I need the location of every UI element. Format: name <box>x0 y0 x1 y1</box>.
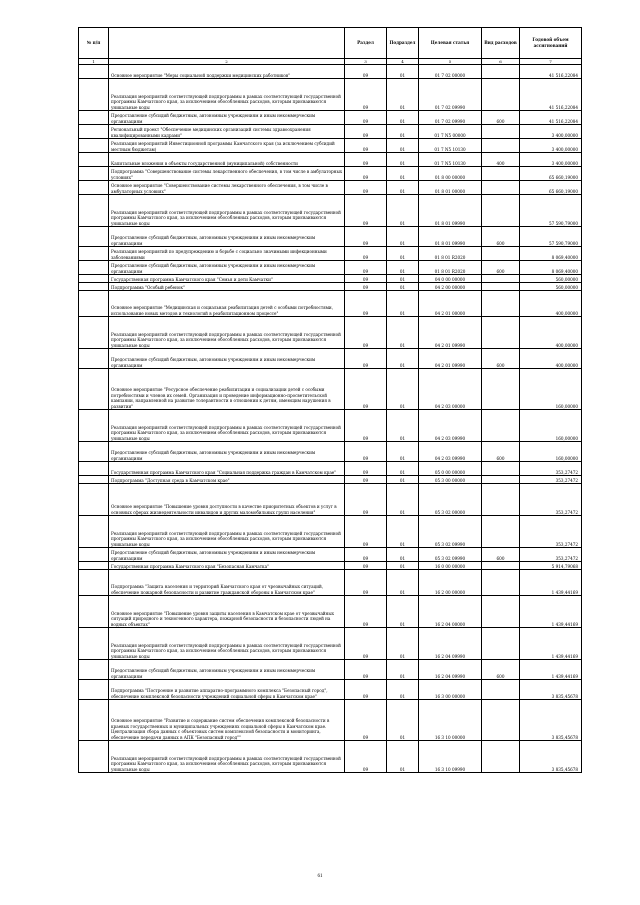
cell-target: 05 3 02 00000 <box>419 484 482 516</box>
cell-name: Реализация мероприятий соответствующей подпрограммы в рамках соответствующей государственной программы Камчатского края, за исключением обособленных расходов, которым присваиваются уникальные коды <box>109 79 345 111</box>
cell-num <box>79 167 109 181</box>
cell-name: Подпрограмма "Защита населения и территорий Камчатского края от чрезвычайных ситуаций, обеспечение пожарной безопасности и развитие гражданской обороны в Камчатском крае" <box>109 570 345 596</box>
cell-amount: 3 400,00000 <box>520 125 582 139</box>
cell-section: 09 <box>345 125 387 139</box>
cell-exptype <box>482 680 520 700</box>
cell-name: Государственная программа Камчатского края "Социальная поддержка граждан в Камчатском крае" <box>109 462 345 476</box>
cell-amount: 3 400,00000 <box>520 153 582 167</box>
cell-subsection: 01 <box>387 442 419 462</box>
cell-name: Региональный проект "Обеспечение медицинских организаций системы здравоохранения квалифицированными кадрами" <box>109 125 345 139</box>
cell-num <box>79 628 109 660</box>
cell-name: Реализация мероприятий по предупреждению и борьбе с социально значимыми инфекционными заболеваниями <box>109 247 345 261</box>
table-row <box>79 227 582 247</box>
cell-subsection: 01 <box>387 628 419 660</box>
cell-num <box>79 261 109 275</box>
cell-subsection: 01 <box>387 596 419 628</box>
cell-exptype <box>482 562 520 570</box>
header-target: Целевая статья <box>419 28 482 59</box>
cell-name: Предоставление субсидий бюджетным, автономным учреждениям и иным некоммерческим организациям <box>109 227 345 247</box>
cell-amount: 65 660,19000 <box>520 181 582 195</box>
cell-target: 01 8 01 09990 <box>419 227 482 247</box>
cell-target: 16 2 04 00000 <box>419 596 482 628</box>
table-row <box>79 700 582 741</box>
table-row <box>79 349 582 369</box>
column-number: 5 <box>419 59 482 65</box>
cell-exptype <box>482 79 520 111</box>
cell-target: 01 8 01 09990 <box>419 195 482 227</box>
cell-target: 05 3 02 09990 <box>419 548 482 562</box>
table-row <box>79 410 582 442</box>
cell-amount: 3 400,00000 <box>520 139 582 153</box>
cell-num <box>79 65 109 79</box>
cell-subsection: 01 <box>387 476 419 484</box>
cell-exptype: 600 <box>482 111 520 125</box>
cell-section: 09 <box>345 349 387 369</box>
cell-subsection: 01 <box>387 139 419 153</box>
cell-name: Подпрограмма "Построение и развитие аппаратно-программного комплекса "Безопасный город", обеспечение комплексной безопасности учреждений социальной сферы в Камчатском крае" <box>109 680 345 700</box>
table-row <box>79 275 582 283</box>
header-section: Раздел <box>345 28 387 59</box>
cell-amount: 1 439,44169 <box>520 660 582 680</box>
cell-num <box>79 195 109 227</box>
cell-target: 04 2 01 00000 <box>419 291 482 317</box>
table-row <box>79 442 582 462</box>
cell-name: Государственная программа Камчатского края "Семья и дети Камчатки" <box>109 275 345 283</box>
cell-name: Капитальные вложения в объекты государственной (муниципальной) собственности <box>109 153 345 167</box>
table-row <box>79 628 582 660</box>
cell-num <box>79 153 109 167</box>
cell-amount: 160,00000 <box>520 369 582 410</box>
cell-target: 05 3 02 09990 <box>419 516 482 548</box>
table-row <box>79 462 582 476</box>
cell-name: Предоставление субсидий бюджетным, автономным учреждениям и иным некоммерческим организациям <box>109 261 345 275</box>
cell-exptype: 400 <box>482 153 520 167</box>
column-number: 4 <box>387 59 419 65</box>
cell-subsection: 01 <box>387 181 419 195</box>
cell-subsection: 01 <box>387 291 419 317</box>
cell-section: 09 <box>345 462 387 476</box>
cell-num <box>79 181 109 195</box>
table-row <box>79 261 582 275</box>
cell-section: 09 <box>345 65 387 79</box>
table-row <box>79 65 582 79</box>
column-number: 2 <box>109 59 345 65</box>
cell-subsection: 01 <box>387 741 419 773</box>
table-row <box>79 125 582 139</box>
cell-amount: 1 439,44169 <box>520 596 582 628</box>
cell-name: Реализация мероприятий Инвестиционной программы Камчатского края (за исключением субсидий местным бюджетам) <box>109 139 345 153</box>
cell-exptype <box>482 275 520 283</box>
cell-target: 16 3 00 00000 <box>419 680 482 700</box>
table-row <box>79 167 582 181</box>
cell-exptype <box>482 570 520 596</box>
cell-subsection: 01 <box>387 570 419 596</box>
cell-exptype <box>482 741 520 773</box>
column-number: 6 <box>482 59 520 65</box>
cell-num <box>79 369 109 410</box>
cell-subsection: 01 <box>387 79 419 111</box>
cell-num <box>79 139 109 153</box>
cell-target: 04 2 03 00000 <box>419 369 482 410</box>
cell-subsection: 01 <box>387 349 419 369</box>
table-row <box>79 247 582 261</box>
cell-target: 16 3 10 09990 <box>419 741 482 773</box>
cell-num <box>79 275 109 283</box>
budget-table <box>78 27 582 773</box>
table-row <box>79 741 582 773</box>
cell-target: 04 2 01 09990 <box>419 317 482 349</box>
cell-exptype <box>482 596 520 628</box>
cell-name: Основное мероприятие "Повышение уровня защиты населения в Камчатском крае от чрезвычайных ситуаций природного и техногенного характера, пожарной безопасности и безопасности людей на водных объектах" <box>109 596 345 628</box>
cell-section: 09 <box>345 153 387 167</box>
cell-amount: 353,27472 <box>520 462 582 476</box>
header-amount: Годовой объем ассигнований <box>520 28 582 59</box>
cell-subsection: 01 <box>387 660 419 680</box>
cell-amount: 41 516,22084 <box>520 65 582 79</box>
cell-target: 01 8 00 00000 <box>419 167 482 181</box>
cell-name: Основное мероприятие "Развитие и содержание систем обеспечения комплексной безопасности в краевых государственных и муниципальных учреждениях социальной сферы в Камчатском крае. Централизация сбора данных с объектовых систем комплексной безопасности и мониторинга, обеспечение передачи данных в АПК "Безопасный город"" <box>109 700 345 741</box>
cell-subsection: 01 <box>387 227 419 247</box>
table-row <box>79 562 582 570</box>
table-row <box>79 195 582 227</box>
cell-exptype <box>482 139 520 153</box>
cell-exptype <box>482 516 520 548</box>
cell-amount: 3 835,45678 <box>520 680 582 700</box>
table-row <box>79 283 582 291</box>
cell-num <box>79 516 109 548</box>
budget-table-sheet <box>78 27 581 773</box>
cell-exptype <box>482 369 520 410</box>
cell-target: 16 2 04 09990 <box>419 660 482 680</box>
cell-target: 01 7 N5 10130 <box>419 153 482 167</box>
cell-section: 09 <box>345 167 387 181</box>
cell-subsection: 01 <box>387 369 419 410</box>
cell-exptype <box>482 181 520 195</box>
cell-exptype <box>482 125 520 139</box>
column-number: 1 <box>79 59 109 65</box>
cell-amount: 3 835,45678 <box>520 741 582 773</box>
cell-exptype <box>482 628 520 660</box>
cell-num <box>79 291 109 317</box>
cell-num <box>79 442 109 462</box>
cell-name: Государственная программа Камчатского края "Безопасная Камчатка" <box>109 562 345 570</box>
cell-amount: 353,27472 <box>520 476 582 484</box>
cell-exptype: 600 <box>482 261 520 275</box>
table-row <box>79 139 582 153</box>
cell-section: 09 <box>345 369 387 410</box>
cell-amount: 65 660,19000 <box>520 167 582 181</box>
cell-amount: 57 590,79000 <box>520 227 582 247</box>
cell-section: 09 <box>345 291 387 317</box>
cell-section: 09 <box>345 79 387 111</box>
cell-num <box>79 317 109 349</box>
cell-num <box>79 680 109 700</box>
cell-section: 09 <box>345 741 387 773</box>
cell-target: 01 7 N5 00000 <box>419 125 482 139</box>
cell-exptype <box>482 484 520 516</box>
cell-amount: 353,27472 <box>520 548 582 562</box>
column-number: 7 <box>520 59 582 65</box>
cell-exptype <box>482 247 520 261</box>
page-number: 61 <box>317 874 323 879</box>
cell-subsection: 01 <box>387 700 419 741</box>
table-row <box>79 516 582 548</box>
cell-num <box>79 410 109 442</box>
cell-num <box>79 283 109 291</box>
header-name <box>109 28 345 59</box>
table-row <box>79 548 582 562</box>
cell-subsection: 01 <box>387 410 419 442</box>
cell-target: 16 0 00 00000 <box>419 562 482 570</box>
cell-target: 04 0 00 00000 <box>419 275 482 283</box>
cell-subsection: 01 <box>387 462 419 476</box>
table-row <box>79 570 582 596</box>
cell-exptype <box>482 283 520 291</box>
cell-amount: 353,27472 <box>520 516 582 548</box>
cell-num <box>79 349 109 369</box>
cell-subsection: 01 <box>387 680 419 700</box>
table-header-row <box>79 28 582 59</box>
cell-subsection: 01 <box>387 484 419 516</box>
cell-amount: 560,00000 <box>520 275 582 283</box>
cell-section: 09 <box>345 700 387 741</box>
table-row <box>79 111 582 125</box>
cell-name: Предоставление субсидий бюджетным, автономным учреждениям и иным некоммерческим организациям <box>109 111 345 125</box>
cell-subsection: 01 <box>387 275 419 283</box>
table-row <box>79 369 582 410</box>
cell-section: 09 <box>345 570 387 596</box>
cell-num <box>79 227 109 247</box>
cell-exptype: 600 <box>482 227 520 247</box>
cell-num <box>79 741 109 773</box>
cell-num <box>79 570 109 596</box>
cell-name: Предоставление субсидий бюджетным, автономным учреждениям и иным некоммерческим организациям <box>109 442 345 462</box>
cell-subsection: 01 <box>387 167 419 181</box>
cell-amount: 160,00000 <box>520 442 582 462</box>
cell-target: 04 2 01 09990 <box>419 349 482 369</box>
table-row <box>79 153 582 167</box>
cell-target: 04 2 03 09990 <box>419 410 482 442</box>
cell-section: 09 <box>345 628 387 660</box>
cell-subsection: 01 <box>387 562 419 570</box>
cell-subsection: 01 <box>387 317 419 349</box>
cell-name: Реализация мероприятий соответствующей подпрограммы в рамках соответствующей государственной программы Камчатского края, за исключением обособленных расходов, которым присваиваются уникальные коды <box>109 628 345 660</box>
cell-section: 09 <box>345 317 387 349</box>
cell-num <box>79 484 109 516</box>
cell-exptype: 600 <box>482 660 520 680</box>
cell-section: 09 <box>345 275 387 283</box>
cell-subsection: 01 <box>387 548 419 562</box>
cell-subsection: 01 <box>387 516 419 548</box>
cell-name: Основное мероприятие "Меры социальной поддержки медицинских работников" <box>109 65 345 79</box>
cell-target: 01 8 01 00000 <box>419 181 482 195</box>
cell-amount: 57 590,79000 <box>520 195 582 227</box>
cell-section: 09 <box>345 680 387 700</box>
cell-target: 01 7 02 00000 <box>419 65 482 79</box>
cell-name: Предоставление субсидий бюджетным, автономным учреждениям и иным некоммерческим организациям <box>109 548 345 562</box>
cell-subsection: 01 <box>387 125 419 139</box>
cell-name: Реализация мероприятий соответствующей подпрограммы в рамках соответствующей государственной программы Камчатского края, за исключением обособленных расходов, которым присваиваются уникальные коды <box>109 410 345 442</box>
cell-num <box>79 548 109 562</box>
cell-name: Реализация мероприятий соответствующей подпрограммы в рамках соответствующей государственной программы Камчатского края, за исключением обособленных расходов, которым присваиваются уникальные коды <box>109 317 345 349</box>
cell-amount: 560,00000 <box>520 283 582 291</box>
cell-exptype <box>482 700 520 741</box>
cell-exptype: 600 <box>482 548 520 562</box>
cell-exptype <box>482 462 520 476</box>
cell-target: 01 8 01 R2020 <box>419 261 482 275</box>
cell-target: 05 0 00 00000 <box>419 462 482 476</box>
cell-exptype <box>482 167 520 181</box>
header-exptype: Вид расходов <box>482 28 520 59</box>
cell-name: Основное мероприятие "Медицинская и социальная реабилитация детей с особыми потребностями, использование новых методов и технологий в реабилитационном процессе" <box>109 291 345 317</box>
cell-amount: 1 439,44169 <box>520 570 582 596</box>
cell-amount: 8 069,40000 <box>520 261 582 275</box>
cell-amount: 5 914,79068 <box>520 562 582 570</box>
cell-name: Подпрограмма "Совершенствование системы лекарственного обеспечения, в том числе в амбулаторных условиях" <box>109 167 345 181</box>
cell-target: 01 7 02 09990 <box>419 111 482 125</box>
table-row <box>79 476 582 484</box>
cell-num <box>79 111 109 125</box>
cell-section: 09 <box>345 195 387 227</box>
cell-target: 04 2 00 00000 <box>419 283 482 291</box>
cell-name: Реализация мероприятий соответствующей подпрограммы в рамках соответствующей государственной программы Камчатского края, за исключением обособленных расходов, которым присваиваются уникальные коды <box>109 516 345 548</box>
cell-amount: 8 069,40000 <box>520 247 582 261</box>
cell-num <box>79 476 109 484</box>
cell-target: 04 2 03 09990 <box>419 442 482 462</box>
table-body <box>79 65 582 773</box>
cell-subsection: 01 <box>387 65 419 79</box>
cell-subsection: 01 <box>387 153 419 167</box>
cell-section: 09 <box>345 111 387 125</box>
cell-name: Подпрограмма "Особый ребенок" <box>109 283 345 291</box>
cell-section: 09 <box>345 181 387 195</box>
cell-section: 09 <box>345 516 387 548</box>
cell-amount: 1 439,44169 <box>520 628 582 660</box>
cell-target: 16 2 00 00000 <box>419 570 482 596</box>
cell-section: 09 <box>345 442 387 462</box>
cell-num <box>79 247 109 261</box>
cell-amount: 41 516,22084 <box>520 111 582 125</box>
cell-subsection: 01 <box>387 247 419 261</box>
cell-num <box>79 79 109 111</box>
cell-section: 09 <box>345 562 387 570</box>
cell-target: 16 2 04 09990 <box>419 628 482 660</box>
cell-amount: 3 835,45678 <box>520 700 582 741</box>
cell-amount: 160,00000 <box>520 410 582 442</box>
cell-exptype <box>482 317 520 349</box>
cell-name: Подпрограмма "Доступная среда в Камчатском крае" <box>109 476 345 484</box>
cell-exptype <box>482 65 520 79</box>
cell-target: 01 7 N5 10130 <box>419 139 482 153</box>
column-number: 3 <box>345 59 387 65</box>
cell-subsection: 01 <box>387 111 419 125</box>
cell-amount: 41 516,22084 <box>520 79 582 111</box>
cell-subsection: 01 <box>387 261 419 275</box>
table-row <box>79 317 582 349</box>
cell-section: 09 <box>345 410 387 442</box>
cell-target: 16 3 10 00000 <box>419 700 482 741</box>
cell-section: 09 <box>345 261 387 275</box>
table-row <box>79 484 582 516</box>
cell-section: 09 <box>345 596 387 628</box>
cell-name: Реализация мероприятий соответствующей подпрограммы в рамках соответствующей государственной программы Камчатского края, за исключением обособленных расходов, которым присваиваются уникальные коды <box>109 741 345 773</box>
cell-exptype <box>482 195 520 227</box>
table-row <box>79 660 582 680</box>
header-num: № п/п <box>79 28 109 59</box>
cell-section: 09 <box>345 139 387 153</box>
table-row <box>79 291 582 317</box>
cell-section: 09 <box>345 660 387 680</box>
cell-section: 09 <box>345 283 387 291</box>
cell-name: Основное мероприятие "Совершенствование системы лекарственного обеспечения, в том числе в амбулаторных условиях" <box>109 181 345 195</box>
table-row <box>79 680 582 700</box>
table-row <box>79 79 582 111</box>
cell-subsection: 01 <box>387 283 419 291</box>
cell-amount: 400,00000 <box>520 349 582 369</box>
cell-amount: 353,27472 <box>520 484 582 516</box>
cell-num <box>79 596 109 628</box>
cell-name: Основное мероприятие "Повышение уровня доступности в качестве приоритетных объектов и услуг в основных сферах жизнедеятельности инвалидов и других маломобильных групп населения" <box>109 484 345 516</box>
cell-name: Реализация мероприятий соответствующей подпрограммы в рамках соответствующей государственной программы Камчатского края, за исключением обособленных расходов, которым присваиваются уникальные коды <box>109 195 345 227</box>
cell-section: 09 <box>345 247 387 261</box>
cell-target: 05 3 00 00000 <box>419 476 482 484</box>
cell-section: 09 <box>345 484 387 516</box>
table-row <box>79 596 582 628</box>
cell-amount: 400,00000 <box>520 317 582 349</box>
cell-section: 09 <box>345 227 387 247</box>
cell-num <box>79 125 109 139</box>
cell-num <box>79 462 109 476</box>
cell-section: 09 <box>345 548 387 562</box>
cell-num <box>79 562 109 570</box>
cell-num <box>79 700 109 741</box>
cell-target: 01 7 02 09990 <box>419 79 482 111</box>
cell-exptype: 600 <box>482 442 520 462</box>
cell-exptype <box>482 291 520 317</box>
header-subsection: Подраздел <box>387 28 419 59</box>
cell-num <box>79 660 109 680</box>
cell-exptype <box>482 476 520 484</box>
cell-name: Предоставление субсидий бюджетным, автономным учреждениям и иным некоммерческим организациям <box>109 660 345 680</box>
cell-amount: 400,00000 <box>520 291 582 317</box>
table-row <box>79 181 582 195</box>
cell-name: Основное мероприятие "Ресурсное обеспечение реабилитации и социализации детей с особыми потребностями и членов их семей. Организация и проведение информационно-просветительской кампании, направленной на развитие толерантности в отношении к детям, имеющим нарушения в развитии" <box>109 369 345 410</box>
cell-exptype <box>482 410 520 442</box>
cell-name: Предоставление субсидий бюджетным, автономным учреждениям и иным некоммерческим организациям <box>109 349 345 369</box>
cell-target: 01 8 01 R2020 <box>419 247 482 261</box>
cell-subsection: 01 <box>387 195 419 227</box>
cell-exptype: 600 <box>482 349 520 369</box>
cell-section: 09 <box>345 476 387 484</box>
